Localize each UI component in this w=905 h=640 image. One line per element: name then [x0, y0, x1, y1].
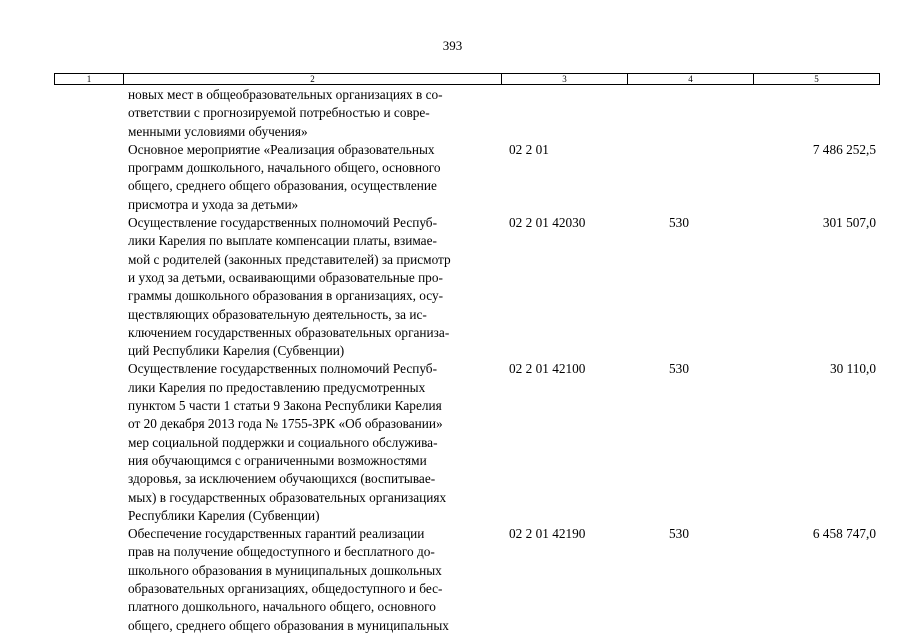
row-amount: 301 507,0 — [822, 215, 876, 231]
row-description: Осуществление государственных полномочий Респуб- лики Карелия по выплате компенсации платы, взимае- мой с родителей (законных представителей) за присмотр и уход за детьми, осваивающими образовательные про- граммы дошкольного образования в организациях, осу- ществляющих образовательную деятельность, за ис- ключением государственных образовательных организа- ций Республики Карелия (Субвенции) — [128, 215, 451, 359]
row-amount: 30 110,0 — [829, 361, 876, 377]
row-expense-type: 530 — [669, 361, 689, 377]
table-row — [0, 525, 905, 635]
row-description: Осуществление государственных полномочий Респуб- лики Карелия по предоставлению предусмотренных пунктом 5 части 1 статьи 9 Закона Республики Карелия от 20 декабря 2013 года № 1755-ЗРК «Об образовании» мер социальной поддержки и социального обслужива- ния обучающимся с ограниченными возможностями здоровья, за исключением обучающихся (воспитывае- мых) в государственных образовательных организациях Республики Карелия (Субвенции) — [128, 361, 447, 523]
row-target-code: 02 2 01 42030 — [509, 215, 586, 231]
row-amount: 7 486 252,5 — [812, 141, 876, 157]
column-number-3: 3 — [502, 74, 628, 84]
table-row — [0, 141, 905, 214]
row-target-code: 02 2 01 42100 — [509, 361, 586, 377]
column-number-1: 1 — [55, 74, 124, 84]
column-number-5: 5 — [814, 74, 819, 84]
row-expense-type: 530 — [669, 215, 689, 231]
table-row — [0, 214, 905, 360]
row-target-code: 02 2 01 — [509, 141, 549, 157]
row-description: Обеспечение государственных гарантий реализации прав на получение общедоступного и бесплатного до- школьного образования в муниципальных дошкольных образовательных организациях, общедоступного и бес- платного дошкольного, начального общего, основного общего, среднего общего образования в муниципальных — [128, 526, 449, 633]
row-description: Основное мероприятие «Реализация образовательных программ дошкольного, начального общего, основного общего, среднего общего образования, осуществление присмотра и ухода за детьми» — [128, 141, 441, 212]
row-amount: 6 458 747,0 — [812, 526, 876, 542]
page-number: 393 — [442, 38, 463, 53]
row-target-code: 02 2 01 42190 — [509, 526, 586, 542]
budget-table-body — [0, 86, 905, 635]
column-number-4: 4 — [628, 74, 754, 84]
table-row — [0, 360, 905, 525]
table-row — [0, 86, 905, 141]
row-expense-type: 530 — [669, 526, 689, 542]
row-description: новых мест в общеобразовательных организациях в со- ответствии с прогнозируемой потребностью и совре- менными условиями обучения» — [128, 87, 443, 139]
column-number-header — [54, 73, 880, 85]
column-number-2: 2 — [124, 74, 502, 84]
